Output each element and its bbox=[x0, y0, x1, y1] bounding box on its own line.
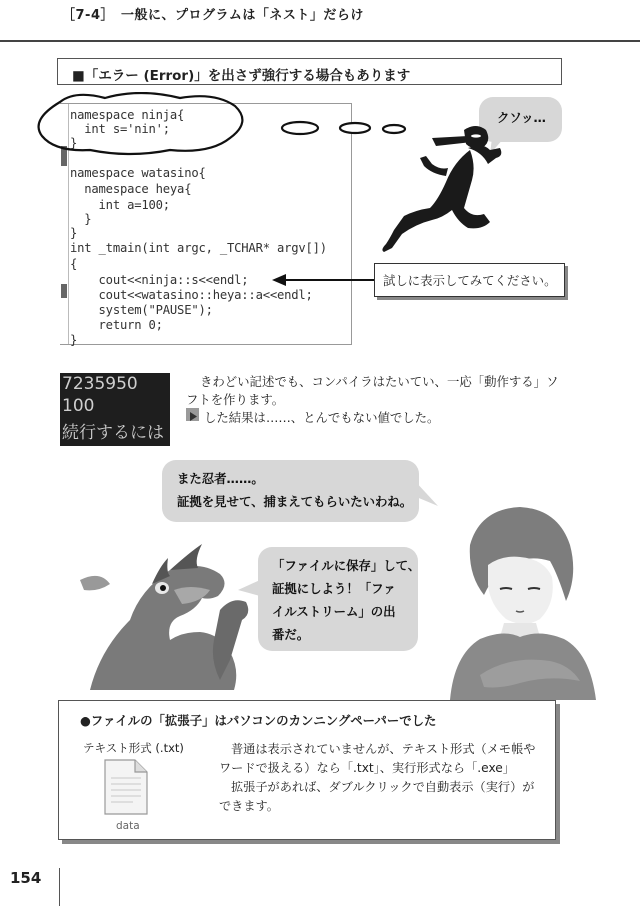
code-line: system("PAUSE"); bbox=[70, 303, 213, 317]
bubble-tail bbox=[414, 480, 440, 508]
code-line: int a=100; bbox=[70, 198, 170, 212]
run-icon bbox=[186, 408, 199, 421]
code-line: return 0; bbox=[70, 318, 163, 332]
girl-speech-line: 証拠を見せて、捕まえてもらいたいわね。 bbox=[177, 494, 413, 509]
dragon-speech-line: 「ファイルに保存」して、 bbox=[272, 558, 421, 573]
thought-cloud bbox=[30, 92, 410, 162]
info-text-line: できます。 bbox=[219, 799, 279, 813]
girl-illustration bbox=[440, 505, 600, 700]
ninja-thought-text: クソッ… bbox=[497, 110, 546, 125]
code-line: int _tmain(int argc, _TCHAR* argv[]) bbox=[70, 241, 327, 255]
thought-bubble-dot bbox=[282, 122, 318, 134]
girl-speech-line: また忍者……。 bbox=[177, 471, 264, 486]
info-text-line: 普通は表示されていませんが、テキスト形式（メモ帳や bbox=[231, 742, 536, 756]
change-marker bbox=[61, 284, 67, 298]
console-line: 続行するには bbox=[62, 423, 164, 443]
callout-text: 試しに表示してみてください。 bbox=[383, 273, 557, 288]
dragon-speech-line: イルストリーム」の出 bbox=[272, 604, 396, 619]
section-heading: ■「エラー (Error)」を出さず強行する場合もあります bbox=[72, 68, 411, 84]
body-paragraph-line: きわどい記述でも、コンパイラはたいてい、一応「動作する」ソ bbox=[200, 374, 559, 389]
dragon-speech-line: 証拠にしよう！「ファ bbox=[272, 581, 396, 596]
code-line: { bbox=[70, 257, 78, 271]
code-line: int s='nin'; bbox=[70, 122, 170, 136]
file-name: data bbox=[116, 820, 140, 832]
dragon-speech-line: 番だ。 bbox=[272, 627, 310, 642]
body-paragraph-line: フトを作ります。 bbox=[186, 392, 285, 407]
ninja-illustration bbox=[372, 118, 512, 258]
code-line: namespace heya{ bbox=[70, 182, 192, 196]
code-line: } bbox=[70, 136, 78, 150]
callout-arrow bbox=[272, 272, 376, 288]
running-header: ［7-4］ 一般に、プログラムは「ネスト」だらけ bbox=[62, 8, 364, 23]
file-type-label: テキスト形式 (.txt) bbox=[83, 741, 184, 755]
footer-rule bbox=[59, 868, 60, 906]
header-rule bbox=[0, 40, 640, 42]
body-paragraph-line: した結果は……、とんでもない値でした。 bbox=[204, 410, 440, 425]
dragon-illustration bbox=[70, 540, 260, 700]
text-file-icon bbox=[103, 758, 149, 816]
code-line: } bbox=[70, 212, 92, 226]
code-line: namespace ninja{ bbox=[70, 108, 185, 122]
code-line: } bbox=[70, 333, 78, 347]
code-line: cout<<ninja::s<<endl; bbox=[70, 273, 249, 287]
info-box-title: ●ファイルの「拡張子」はパソコンのカンニングペーパーでした bbox=[80, 713, 437, 728]
info-text-line: 拡張子があれば、ダブルクリックで自動表示（実行）が bbox=[231, 780, 535, 794]
console-line: 7235950 bbox=[62, 374, 138, 394]
code-line: namespace watasino{ bbox=[70, 166, 206, 180]
console-line: 100 bbox=[62, 396, 95, 416]
info-text-line: ワードで扱える）なら「.txt」、実行形式なら「.exe」 bbox=[219, 761, 515, 775]
code-line: } bbox=[70, 226, 78, 240]
thought-bubble-dot bbox=[340, 123, 370, 133]
page-number: 154 bbox=[10, 869, 42, 887]
code-line: cout<<watasino::heya::a<<endl; bbox=[70, 288, 313, 302]
